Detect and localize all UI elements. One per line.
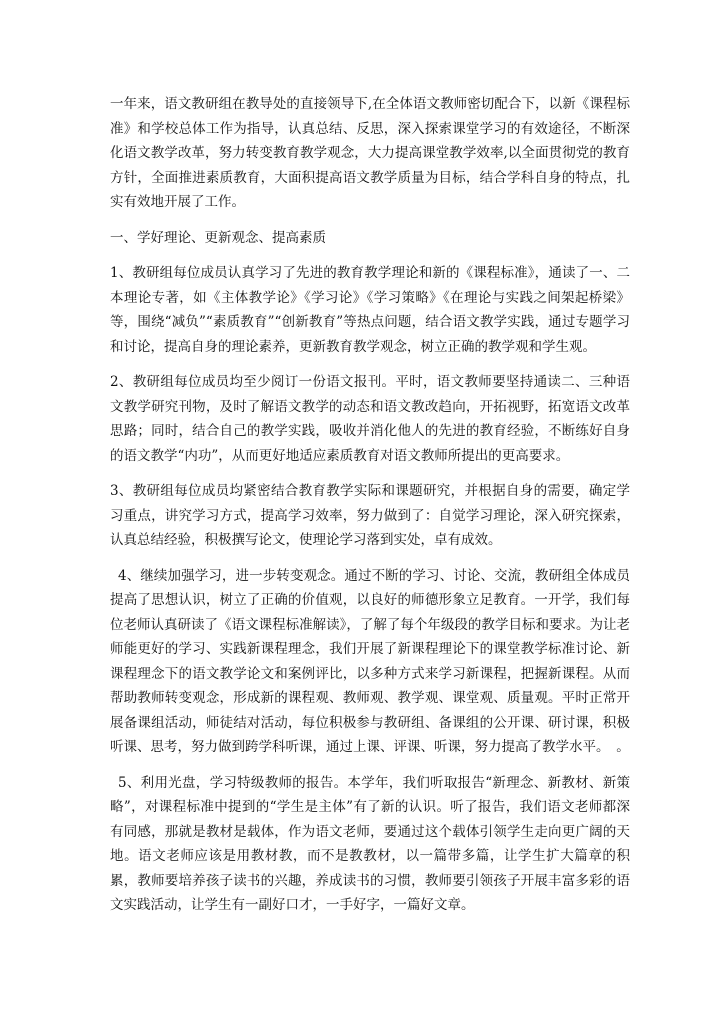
document-page	[110, 92, 630, 929]
intro-paragraph: 一年来，语文教研组在教导处的直接领导下,在全体语文教师密切配合下，以新《课程标准》和学校总体工作为指导，认真总结、反思，深入探索课堂学习的有效途径，不断深化语文教学改革，努力转变教育教学观念，大力提高课堂教学效率,以全面贯彻党的教育方针，全面推进素质教育，大面积提高语文教学质量为目标，结合学科自身的特点，扎实有效地开展了工作。	[110, 96, 630, 210]
list-item: 1、教研组每位成员认真学习了先进的教育教学理论和新的《课程标准》，通读了一、二本理论专著，如《主体教学论》《学习论》《学习策略》《在理论与实践之间架起桥梁》等，围绕“减负”“素质教育”“创新教育”等热点问题，结合语文教学实践，通过专题学习和讨论，提高自身的理论素养，更新教育教学观念，树立正确的教学观和学生观。	[110, 265, 630, 355]
list-item: 2、教研组每位成员均至少阅订一份语文报刊。平时，语文教师要坚持通读二、三种语文教学研究刊物，及时了解语文教学的动态和语文教改趋向，开拓视野，拓宽语文改革思路；同时，结合自己的教学实践，吸收并消化他人的先进的教育经验，不断练好自身的语文教学“内功”，从而更好地适应素质教育对语文教师所提出的更高要求。	[110, 374, 630, 464]
section-heading: 一、学好理论、更新观念、提高素质	[110, 229, 326, 246]
list-item: 5、利用光盘，学习特级教师的报告。本学年，我们听取报告“新理念、新教材、新策略”，对课程标准中提到的“学生是主体”有了新的认识。听了报告，我们语文老师都深有同感，那就是教材是载体，作为语文老师，要通过这个载体引领学生走向更广阔的天地。语文老师应该是用教材教，而不是教教材，以一篇带多篇，让学生扩大篇章的积累，教师要培养孩子读书的兴趣，养成读书的习惯，教师要引领孩子开展丰富多彩的语文实践活动，让学生有一副好口才，一手好字，一篇好文章。	[110, 774, 630, 913]
list-item: 3、教研组每位成员均紧密结合教育教学实际和课题研究，并根据自身的需要，确定学习重点，讲究学习方式，提高学习效率，努力做到了：自觉学习理论，深入研究探索，认真总结经验，积极撰写论文，使理论学习落到实处，卓有成效。	[110, 483, 630, 548]
list-item: 4、继续加强学习，进一步转变观念。通过不断的学习、讨论、交流，教研组全体成员提高了思想认识，树立了正确的价值观，以良好的师德形象立足教育。一开学，我们每位老师认真研读了《语文课程标准解读》，了解了每个年级段的教学目标和要求。为让老师能更好的学习、实践新课程理念，我们开展了新课程理论下的课堂教学标准讨论、新课程理念下的语文教学论文和案例评比，以多种方式来学习新课程，把握新课程。从而帮助教师转变观念，形成新的课程观、教师观、教学观、课堂观、质量观。平时正常开展备课组活动，师徒结对活动，每位积极参与教研组、备课组的公开课、研讨课，积极听课、思考，努力做到跨学科听课，通过上课、评课、听课，努力提高了教学水平。 。	[110, 567, 630, 755]
